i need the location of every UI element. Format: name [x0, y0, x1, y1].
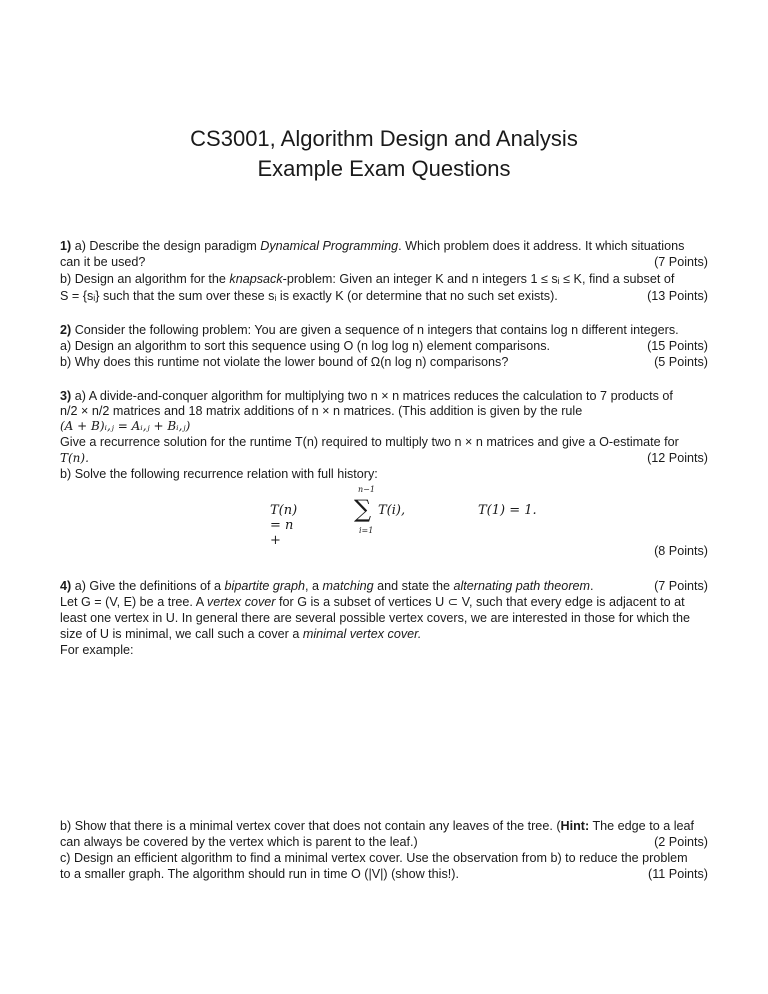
q1-line	[60, 254, 708, 270]
emphasis: alternating path theorem	[453, 579, 591, 593]
q3-line	[60, 403, 708, 419]
points: (2 Points)	[654, 835, 708, 849]
formula-initial: T(1) = 1.	[478, 503, 537, 518]
points: (12 Points)	[647, 451, 708, 465]
points: (15 Points)	[647, 339, 708, 353]
points: (11 Points)	[648, 867, 708, 881]
formula-term: T(i),	[378, 503, 406, 518]
points: (5 Points)	[654, 355, 708, 369]
q4-line	[60, 834, 708, 850]
q2-line	[60, 322, 708, 338]
text: and state the	[373, 579, 454, 593]
points: (8 Points)	[654, 544, 708, 558]
q4-line	[60, 626, 708, 642]
text: , a	[305, 579, 323, 593]
q3-line	[60, 388, 708, 404]
text: S = {sᵢ} such that the sum over these sᵢ is exactly K (or determine that no such set exists).	[60, 289, 558, 303]
text: for G is a subset of vertices U ⊂ V, such that every edge is adjacent to at	[275, 595, 685, 609]
q3-line	[60, 418, 708, 434]
points: (7 Points)	[654, 255, 708, 269]
q3-line	[60, 450, 708, 466]
q1-number: 1)	[60, 239, 72, 253]
text: to a smaller graph. The algorithm should run in time O (|V|) (show this!).	[60, 867, 459, 881]
sum-upper: n−1	[358, 485, 375, 494]
q2-number: 2)	[60, 323, 72, 337]
emphasis: vertex cover	[206, 595, 276, 609]
document-subtitle: Example Exam Questions	[257, 156, 511, 181]
text: Consider the following problem: You are given a sequence of n integers that contains log n different integers.	[71, 323, 679, 337]
text: a) Design an algorithm to sort this sequence using O (n log log n) element comparisons.	[60, 339, 551, 353]
q4-line	[60, 642, 708, 658]
q4-line	[60, 866, 708, 882]
text: least one vertex in U. In general there are several possible vertex covers, we are interested in those for which the	[60, 611, 691, 625]
math: T(n).	[60, 451, 89, 465]
emphasis: matching	[322, 579, 374, 593]
text: The edge to a leaf	[589, 819, 694, 833]
text: n/2 × n/2 matrices and 18 matrix additions of n × n matrices. (This addition is given by the rule	[60, 404, 583, 418]
text: a) A divide-and-conquer algorithm for multiplying two n × n matrices reduces the calculation to 7 products of	[71, 389, 673, 403]
text: Let G = (V, E) be a tree. A	[60, 595, 207, 609]
q4-line	[60, 594, 708, 610]
emphasis: Dynamical Programming	[260, 239, 399, 253]
document-title: CS3001, Algorithm Design and Analysis	[190, 126, 578, 151]
q4-line	[60, 578, 708, 594]
text: . Which problem does it address. It which situations	[398, 239, 685, 253]
text: a) Give the definitions of a	[71, 579, 225, 593]
emphasis: minimal vertex cover.	[302, 627, 422, 641]
text: -problem: Given an integer K and n integers 1 ≤ sᵢ ≤ K, find a subset of	[282, 272, 675, 286]
emphasis: knapsack	[229, 272, 283, 286]
points: (7 Points)	[654, 579, 708, 593]
q2-line	[60, 338, 708, 354]
q1-line	[60, 288, 708, 304]
q2-line	[60, 354, 708, 370]
text: size of U is minimal, we call such a cover a	[60, 627, 303, 641]
text: .	[590, 579, 594, 593]
sum-lower: i=1	[359, 526, 374, 535]
q1-line	[60, 271, 708, 287]
text: a) Describe the design paradigm	[71, 239, 261, 253]
q1-line	[60, 238, 708, 254]
sum-symbol: ∑	[354, 495, 372, 523]
q4-number: 4)	[60, 579, 72, 593]
hint-label: Hint:	[560, 819, 590, 833]
text: Give a recurrence solution for the runtime T(n) required to multiply two n × n matrices and give a O-estimate for	[60, 435, 679, 449]
q3-number: 3)	[60, 389, 72, 403]
q4-line	[60, 610, 708, 626]
q4-line	[60, 850, 708, 866]
text: b) Solve the following recurrence relation with full history:	[60, 467, 378, 481]
text: For example:	[60, 643, 134, 657]
q3-line	[60, 434, 708, 450]
points: (13 Points)	[647, 289, 708, 303]
text: c) Design an efficient algorithm to find a minimal vertex cover. Use the observation from b) to reduce the problem	[60, 851, 688, 865]
text: can it be used?	[60, 255, 146, 269]
text: can always be covered by the vertex which is parent to the leaf.)	[60, 835, 418, 849]
emphasis: bipartite graph	[224, 579, 306, 593]
text: b) Why does this runtime not violate the lower bound of Ω(n log n) comparisons?	[60, 355, 509, 369]
text: b) Design an algorithm for the	[60, 272, 230, 286]
math: (A + B)ᵢ,ⱼ = Aᵢ,ⱼ + Bᵢ,ⱼ)	[60, 419, 191, 433]
q4-line	[60, 818, 708, 834]
text: b) Show that there is a minimal vertex cover that does not contain any leaves of the tree. (	[60, 819, 561, 833]
q3-line	[60, 466, 708, 482]
formula-left: T(n) = n +	[270, 503, 298, 548]
